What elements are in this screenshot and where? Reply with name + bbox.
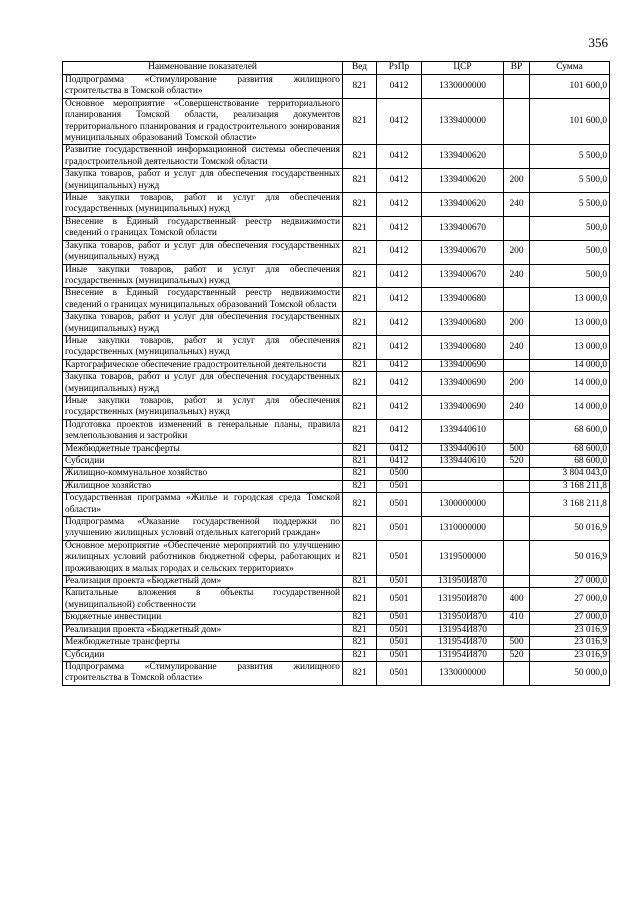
cell-vr: [504, 419, 530, 443]
cell-csr: 131950И870: [422, 612, 504, 624]
table-body: [63, 75, 610, 686]
table-row: [63, 588, 610, 612]
table-row: [63, 612, 610, 624]
cell-vr: 240: [504, 335, 530, 359]
cell-ved: 821: [343, 576, 377, 588]
cell-name: Развитие государственной информационной системы обеспечения градостроительной деятельности Томской области: [63, 145, 343, 169]
cell-vr: 520: [504, 649, 530, 661]
cell-sum: 23 016,9: [530, 649, 610, 661]
cell-ved: 821: [343, 456, 377, 468]
cell-ved: 821: [343, 372, 377, 396]
table-row: [63, 372, 610, 396]
cell-csr: 1339400690: [422, 395, 504, 419]
cell-rzpr: 0412: [377, 216, 422, 240]
cell-csr: [422, 468, 504, 480]
cell-ved: 821: [343, 264, 377, 288]
cell-csr: 131954И870: [422, 637, 504, 649]
cell-vr: 240: [504, 264, 530, 288]
cell-sum: 50 016,9: [530, 517, 610, 541]
cell-csr: 1339400680: [422, 312, 504, 336]
cell-name: Подпрограмма «Стимулирование развития жилищного строительства в Томской области»: [63, 661, 343, 685]
cell-ved: 821: [343, 517, 377, 541]
header-name: Наименование показателей: [63, 62, 343, 75]
cell-ved: 821: [343, 624, 377, 636]
cell-name: Реализация проекта «Бюджетный дом»: [63, 576, 343, 588]
cell-csr: 131954И870: [422, 649, 504, 661]
table-row: [63, 419, 610, 443]
cell-csr: 1339400670: [422, 216, 504, 240]
header-csr: ЦСР: [422, 62, 504, 75]
table-row: [63, 264, 610, 288]
cell-rzpr: 0412: [377, 419, 422, 443]
cell-csr: 1339400620: [422, 169, 504, 193]
cell-sum: 27 000,0: [530, 588, 610, 612]
cell-sum: 5 500,0: [530, 193, 610, 217]
cell-ved: 821: [343, 612, 377, 624]
cell-csr: 1339400690: [422, 372, 504, 396]
table-header-row: [63, 62, 610, 75]
cell-rzpr: 0501: [377, 480, 422, 492]
cell-sum: 101 600,0: [530, 75, 610, 99]
cell-csr: 1339400000: [422, 98, 504, 145]
cell-sum: 23 016,9: [530, 637, 610, 649]
cell-sum: 68 600,0: [530, 419, 610, 443]
cell-name: Иные закупки товаров, работ и услуг для обеспечения государственных (муниципальных) нужд: [63, 395, 343, 419]
cell-rzpr: 0501: [377, 540, 422, 575]
cell-vr: [504, 98, 530, 145]
cell-name: Закупка товаров, работ и услуг для обеспечения государственных (муниципальных) нужд: [63, 372, 343, 396]
cell-vr: [504, 540, 530, 575]
table-row: [63, 288, 610, 312]
cell-name: Подпрограмма «Оказание государственной поддержки по улучшению жилищных условий отдельных категорий граждан»: [63, 517, 343, 541]
cell-name: Капитальные вложения в объекты государственной (муниципальной) собственности: [63, 588, 343, 612]
cell-csr: 1339400620: [422, 145, 504, 169]
table-row: [63, 312, 610, 336]
cell-ved: 821: [343, 288, 377, 312]
cell-rzpr: 0412: [377, 443, 422, 455]
cell-rzpr: 0501: [377, 624, 422, 636]
cell-vr: [504, 145, 530, 169]
cell-rzpr: 0501: [377, 637, 422, 649]
cell-ved: 821: [343, 216, 377, 240]
cell-sum: 101 600,0: [530, 98, 610, 145]
table-row: [63, 480, 610, 492]
cell-rzpr: 0500: [377, 468, 422, 480]
cell-name: Закупка товаров, работ и услуг для обеспечения государственных (муниципальных) нужд: [63, 169, 343, 193]
cell-name: Картографическое обеспечение градостроительной деятельности: [63, 359, 343, 371]
cell-name: Жилищное хозяйство: [63, 480, 343, 492]
cell-vr: 200: [504, 240, 530, 264]
cell-ved: 821: [343, 240, 377, 264]
cell-vr: [504, 661, 530, 685]
cell-name: Основное мероприятие «Обеспечение мероприятий по улучшению жилищных условий работников бюджетной сферы, работающих и проживающих в малых городах и сельских территориях»: [63, 540, 343, 575]
cell-ved: 821: [343, 335, 377, 359]
cell-vr: 200: [504, 169, 530, 193]
cell-sum: 14 000,0: [530, 359, 610, 371]
cell-rzpr: 0412: [377, 288, 422, 312]
cell-rzpr: 0412: [377, 169, 422, 193]
cell-vr: [504, 480, 530, 492]
cell-name: Субсидии: [63, 649, 343, 661]
cell-rzpr: 0412: [377, 335, 422, 359]
cell-ved: 821: [343, 493, 377, 517]
cell-ved: 821: [343, 443, 377, 455]
table-row: [63, 493, 610, 517]
cell-csr: 1339440610: [422, 443, 504, 455]
table-row: [63, 517, 610, 541]
cell-name: Бюджетные инвестиции: [63, 612, 343, 624]
cell-name: Подпрограмма «Стимулирование развития жилищного строительства в Томской области»: [63, 75, 343, 99]
cell-csr: 1339400670: [422, 240, 504, 264]
table-row: [63, 637, 610, 649]
table-row: [63, 193, 610, 217]
cell-rzpr: 0412: [377, 98, 422, 145]
cell-sum: 14 000,0: [530, 372, 610, 396]
cell-csr: 1330000000: [422, 661, 504, 685]
cell-ved: 821: [343, 637, 377, 649]
table-row: [63, 468, 610, 480]
cell-ved: 821: [343, 193, 377, 217]
cell-rzpr: 0412: [377, 264, 422, 288]
cell-name: Жилищно-коммунальное хозяйство: [63, 468, 343, 480]
table-row: [63, 624, 610, 636]
cell-rzpr: 0412: [377, 372, 422, 396]
cell-rzpr: 0501: [377, 517, 422, 541]
cell-vr: [504, 468, 530, 480]
cell-ved: 821: [343, 145, 377, 169]
budget-table: [62, 61, 610, 686]
cell-vr: [504, 624, 530, 636]
cell-csr: 1339400680: [422, 335, 504, 359]
table-row: [63, 359, 610, 371]
table-row: [63, 649, 610, 661]
cell-ved: 821: [343, 468, 377, 480]
cell-rzpr: 0501: [377, 493, 422, 517]
cell-sum: 5 500,0: [530, 169, 610, 193]
cell-sum: 3 168 211,8: [530, 480, 610, 492]
header-sum: Сумма: [530, 62, 610, 75]
cell-vr: 400: [504, 588, 530, 612]
table-row: [63, 661, 610, 685]
cell-rzpr: 0412: [377, 145, 422, 169]
cell-sum: 13 000,0: [530, 288, 610, 312]
cell-vr: 200: [504, 372, 530, 396]
cell-ved: 821: [343, 169, 377, 193]
cell-vr: 410: [504, 612, 530, 624]
table-row: [63, 169, 610, 193]
cell-name: Закупка товаров, работ и услуг для обеспечения государственных (муниципальных) нужд: [63, 312, 343, 336]
cell-csr: 1330000000: [422, 75, 504, 99]
table-row: [63, 240, 610, 264]
table-row: [63, 395, 610, 419]
cell-csr: 131950И870: [422, 576, 504, 588]
cell-csr: 1300000000: [422, 493, 504, 517]
cell-vr: [504, 75, 530, 99]
cell-name: Субсидии: [63, 456, 343, 468]
cell-name: Межбюджетные трансферты: [63, 443, 343, 455]
table-row: [63, 540, 610, 575]
cell-csr: 131954И870: [422, 624, 504, 636]
cell-ved: 821: [343, 649, 377, 661]
table-row: [63, 576, 610, 588]
cell-name: Иные закупки товаров, работ и услуг для обеспечения государственных (муниципальных) нужд: [63, 193, 343, 217]
cell-ved: 821: [343, 395, 377, 419]
cell-ved: 821: [343, 540, 377, 575]
cell-name: Иные закупки товаров, работ и услуг для обеспечения государственных (муниципальных) нужд: [63, 264, 343, 288]
cell-vr: [504, 517, 530, 541]
cell-sum: 3 804 043,0: [530, 468, 610, 480]
cell-csr: 1310000000: [422, 517, 504, 541]
cell-rzpr: 0412: [377, 240, 422, 264]
cell-sum: 27 000,0: [530, 576, 610, 588]
cell-name: Основное мероприятие «Совершенствование территориального планирования Томской области, реализация документов территориального планирования и градостроительного зонирования муниципальных образований Томской области»: [63, 98, 343, 145]
page-number: 356: [588, 35, 608, 50]
cell-rzpr: 0412: [377, 75, 422, 99]
header-ved: Вед: [343, 62, 377, 75]
table-row: [63, 75, 610, 99]
cell-ved: 821: [343, 588, 377, 612]
cell-name: Государственная программа «Жилье и городская среда Томской области»: [63, 493, 343, 517]
cell-rzpr: 0412: [377, 312, 422, 336]
cell-ved: 821: [343, 480, 377, 492]
cell-csr: 1339400620: [422, 193, 504, 217]
cell-vr: [504, 576, 530, 588]
cell-vr: 240: [504, 395, 530, 419]
cell-sum: 27 000,0: [530, 612, 610, 624]
cell-sum: 14 000,0: [530, 395, 610, 419]
cell-name: Внесение в Единый государственный реестр недвижимости сведений о границах Томской области: [63, 216, 343, 240]
cell-sum: 5 500,0: [530, 145, 610, 169]
cell-vr: 520: [504, 456, 530, 468]
cell-sum: 500,0: [530, 216, 610, 240]
cell-vr: [504, 493, 530, 517]
table-row: [63, 145, 610, 169]
cell-csr: 1319500000: [422, 540, 504, 575]
cell-rzpr: 0412: [377, 456, 422, 468]
cell-vr: [504, 288, 530, 312]
cell-rzpr: 0501: [377, 576, 422, 588]
table-row: [63, 216, 610, 240]
cell-sum: 68 600,0: [530, 456, 610, 468]
cell-vr: 500: [504, 443, 530, 455]
cell-ved: 821: [343, 359, 377, 371]
cell-ved: 821: [343, 419, 377, 443]
cell-sum: 50 016,9: [530, 540, 610, 575]
cell-sum: 500,0: [530, 240, 610, 264]
cell-rzpr: 0501: [377, 649, 422, 661]
cell-rzpr: 0412: [377, 193, 422, 217]
cell-rzpr: 0412: [377, 395, 422, 419]
cell-csr: 1339440610: [422, 456, 504, 468]
cell-sum: 50 000,0: [530, 661, 610, 685]
cell-csr: 1339440610: [422, 419, 504, 443]
cell-csr: 1339400670: [422, 264, 504, 288]
cell-sum: 13 000,0: [530, 335, 610, 359]
header-rzpr: РзПр: [377, 62, 422, 75]
cell-rzpr: 0501: [377, 661, 422, 685]
cell-sum: 13 000,0: [530, 312, 610, 336]
header-vr: ВР: [504, 62, 530, 75]
table-row: [63, 456, 610, 468]
cell-ved: 821: [343, 75, 377, 99]
cell-ved: 821: [343, 312, 377, 336]
cell-vr: 240: [504, 193, 530, 217]
cell-name: Подготовка проектов изменений в генеральные планы, правила землепользования и застройки: [63, 419, 343, 443]
cell-vr: 200: [504, 312, 530, 336]
cell-name: Реализация проекта «Бюджетный дом»: [63, 624, 343, 636]
cell-name: Иные закупки товаров, работ и услуг для обеспечения государственных (муниципальных) нужд: [63, 335, 343, 359]
cell-name: Межбюджетные трансферты: [63, 637, 343, 649]
cell-rzpr: 0412: [377, 359, 422, 371]
cell-vr: [504, 216, 530, 240]
cell-csr: 1339400680: [422, 288, 504, 312]
table-row: [63, 443, 610, 455]
cell-sum: 68 600,0: [530, 443, 610, 455]
cell-vr: 500: [504, 637, 530, 649]
cell-csr: [422, 480, 504, 492]
cell-name: Внесение в Единый государственный реестр недвижимости сведений о границах муниципальных образований Томской области: [63, 288, 343, 312]
cell-vr: [504, 359, 530, 371]
table-row: [63, 98, 610, 145]
cell-ved: 821: [343, 98, 377, 145]
cell-rzpr: 0501: [377, 612, 422, 624]
cell-sum: 3 168 211,8: [530, 493, 610, 517]
cell-csr: 1339400690: [422, 359, 504, 371]
cell-sum: 23 016,9: [530, 624, 610, 636]
cell-rzpr: 0501: [377, 588, 422, 612]
cell-csr: 131950И870: [422, 588, 504, 612]
cell-ved: 821: [343, 661, 377, 685]
cell-sum: 500,0: [530, 264, 610, 288]
cell-name: Закупка товаров, работ и услуг для обеспечения государственных (муниципальных) нужд: [63, 240, 343, 264]
table-row: [63, 335, 610, 359]
